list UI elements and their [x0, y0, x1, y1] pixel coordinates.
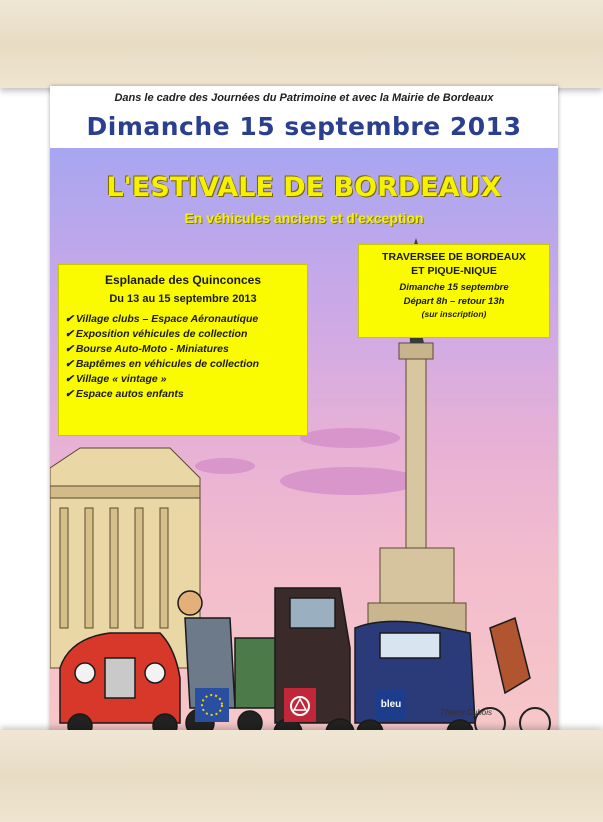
black-car-windshield: [290, 598, 335, 628]
theatre-pillar: [160, 508, 168, 628]
program-item-text: Espace autos enfants: [75, 388, 184, 400]
theatre-roofline: [50, 486, 200, 498]
theatre-pillar: [110, 508, 118, 628]
program-item: [65, 373, 307, 385]
theatre-pillar: [135, 508, 143, 628]
program-box-title: Esplanade des Quinconces: [104, 273, 262, 287]
program-box: [58, 264, 308, 436]
bleu-logo-text: bleu: [380, 699, 402, 710]
check-icon: ✔: [65, 343, 74, 355]
artist-signature: Thierry Dubois: [440, 708, 493, 717]
traversee-line1: TRAVERSEE DE BORDEAUX: [382, 251, 526, 263]
illustration: [50, 148, 558, 736]
program-item: [65, 388, 307, 400]
cloud: [300, 428, 400, 448]
program-item: [65, 313, 307, 325]
header-line: Dans le cadre des Journées du Patrimoine et avec la Mairie de Bordeaux: [114, 92, 494, 104]
traversee-date: Dimanche 15 septembre: [399, 282, 509, 293]
theatre-pillar: [60, 508, 68, 628]
sponsor-logos: [50, 686, 558, 726]
paper-tape-top: [0, 0, 603, 88]
program-item-text: Bourse Auto-Moto - Miniatures: [75, 343, 229, 355]
police-car-window: [380, 633, 440, 658]
program-item-text: Village clubs – Espace Aéronautique: [75, 313, 259, 325]
check-icon: ✔: [65, 328, 74, 340]
program-item: [65, 358, 307, 370]
red-car-headlight: [75, 663, 95, 683]
cloud: [195, 458, 255, 474]
column-shaft: [406, 358, 426, 548]
header-date: Dimanche 15 septembre 2013: [86, 112, 522, 141]
check-icon: ✔: [65, 373, 74, 385]
paper-tape-bottom: [0, 730, 603, 822]
program-item: [65, 328, 307, 340]
red-car-headlight: [145, 663, 165, 683]
traversee-note: (sur inscription): [421, 309, 487, 319]
check-icon: ✔: [65, 358, 74, 370]
bicycle-rider: [490, 618, 530, 693]
column-base: [380, 548, 454, 608]
theatre-pillar: [85, 508, 93, 628]
traversee-time: Départ 8h – retour 13h: [403, 296, 505, 307]
program-list: [59, 313, 307, 400]
check-icon: ✔: [65, 388, 74, 400]
program-item-text: Village « vintage »: [75, 373, 167, 385]
check-icon: ✔: [65, 313, 74, 325]
traversee-box: [358, 244, 550, 338]
red-round-logo-icon: [284, 688, 316, 722]
event-subtitle: En véhicules anciens et d'exception: [184, 210, 424, 226]
column-capital: [399, 343, 433, 359]
bleu-radio-logo-icon: [376, 690, 406, 720]
program-box-dates: Du 13 au 15 septembre 2013: [109, 293, 257, 305]
event-title: L'ESTIVALE DE BORDEAUX: [106, 172, 502, 203]
rider-head: [178, 591, 202, 615]
eu-stars-logo-icon: [195, 688, 229, 722]
program-item-text: Exposition véhicules de collection: [75, 328, 248, 340]
cloud: [280, 467, 420, 495]
traversee-line2: ET PIQUE-NIQUE: [411, 265, 497, 277]
poster: [50, 86, 558, 736]
poster-header: [50, 86, 558, 148]
program-item: [65, 343, 307, 355]
program-item-text: Baptêmes en véhicules de collection: [75, 358, 260, 370]
